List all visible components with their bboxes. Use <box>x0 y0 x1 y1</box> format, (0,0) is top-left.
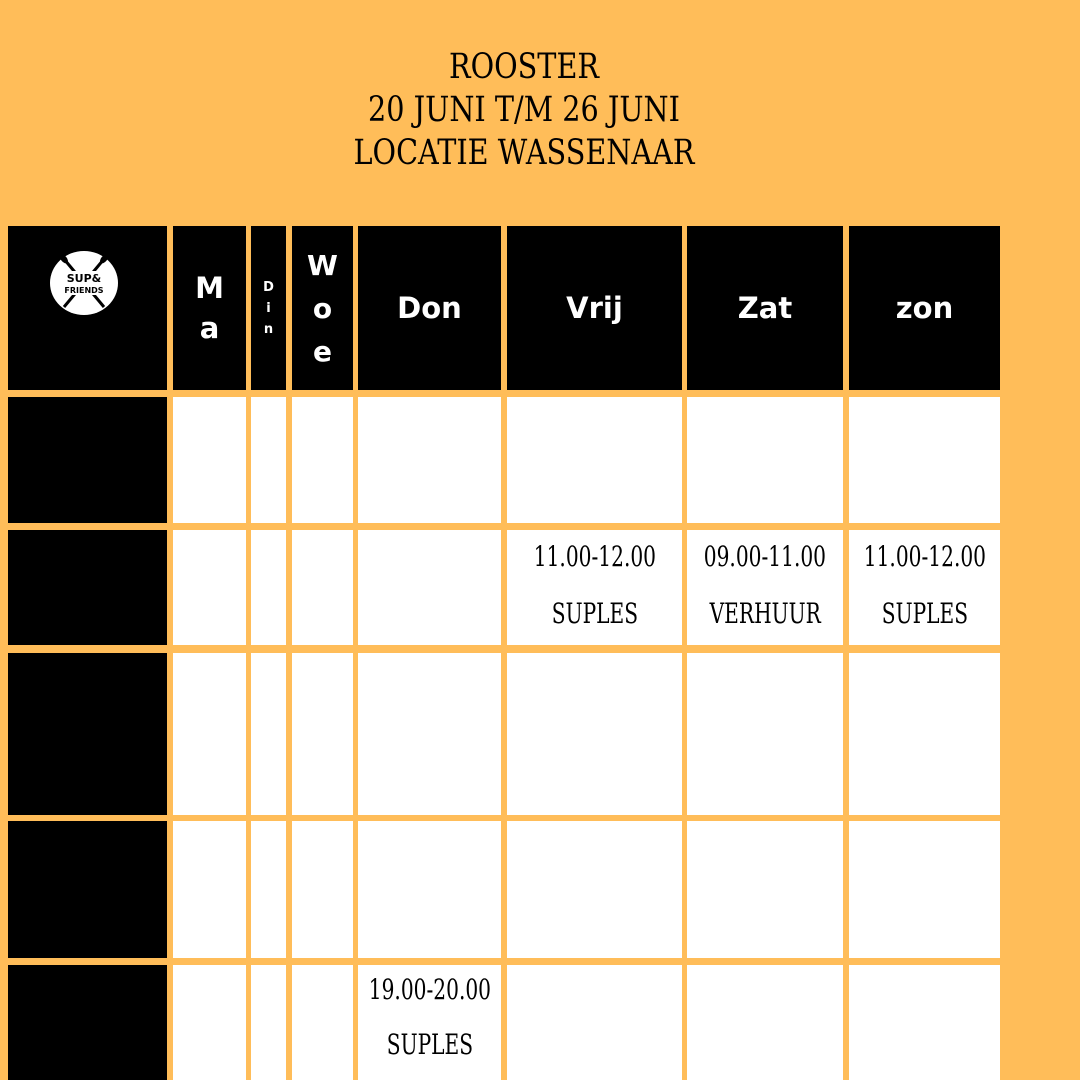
schedule-cell <box>687 653 843 815</box>
schedule-cell <box>687 821 843 958</box>
logo-text-top: SUP& <box>66 272 102 285</box>
schedule-entry-vrij <box>507 530 682 645</box>
row-label-cell <box>8 397 167 523</box>
schedule-cell <box>358 530 501 645</box>
day-header-ma: M a <box>173 226 246 390</box>
entry-activity: SUPLES <box>551 597 638 630</box>
schedule-cell <box>173 965 246 1080</box>
day-header-vrij: Vrij <box>507 226 682 390</box>
schedule-cell <box>507 821 682 958</box>
day-header-woe: W o e <box>292 226 353 390</box>
schedule-cell <box>173 530 246 645</box>
schedule-entry-zat <box>687 530 843 645</box>
schedule-cell <box>507 397 682 523</box>
schedule-cell <box>358 653 501 815</box>
row-label-cell <box>8 821 167 958</box>
schedule-entry-zon <box>849 530 1000 645</box>
entry-activity: SUPLES <box>881 597 968 630</box>
title-line-2: 20 JUNI T/M 26 JUNI <box>367 90 681 130</box>
schedule-cell <box>292 653 353 815</box>
schedule-cell <box>849 821 1000 958</box>
row-label-cell <box>8 653 167 815</box>
schedule-cell <box>173 397 246 523</box>
schedule-entry-don <box>358 965 501 1080</box>
row-label-cell <box>8 965 167 1080</box>
day-header-don: Don <box>358 226 501 390</box>
entry-time: 11.00-12.00 <box>533 540 656 573</box>
entry-time: 09.00-11.00 <box>703 540 827 573</box>
crossed-paddles-icon <box>50 251 118 315</box>
title-line-3: LOCATIE WASSENAAR <box>353 133 695 173</box>
row-label-cell <box>8 530 167 645</box>
schedule-cell <box>507 653 682 815</box>
schedule-cell <box>292 530 353 645</box>
schedule-cell <box>849 653 1000 815</box>
schedule-title <box>94 46 953 175</box>
title-line-1: ROOSTER <box>448 47 600 87</box>
schedule-cell <box>173 653 246 815</box>
schedule-cell <box>251 653 286 815</box>
schedule-cell <box>251 965 286 1080</box>
day-header-zat: Zat <box>687 226 843 390</box>
day-header-din: D i n <box>251 226 286 390</box>
schedule-cell <box>251 530 286 645</box>
entry-activity: VERHUUR <box>709 597 821 630</box>
entry-activity: SUPLES <box>386 1028 473 1061</box>
schedule-cell <box>173 821 246 958</box>
schedule-cell <box>687 965 843 1080</box>
schedule-cell <box>251 821 286 958</box>
schedule-cell <box>251 397 286 523</box>
day-header-zon: zon <box>849 226 1000 390</box>
schedule-cell <box>292 397 353 523</box>
logo-text-bottom: FRIENDS <box>64 286 104 295</box>
schedule-cell <box>292 965 353 1080</box>
schedule-cell <box>358 397 501 523</box>
schedule-cell <box>292 821 353 958</box>
schedule-cell <box>358 821 501 958</box>
schedule-cell <box>507 965 682 1080</box>
schedule-cell <box>849 965 1000 1080</box>
schedule-cell <box>849 397 1000 523</box>
entry-time: 11.00-12.00 <box>863 540 986 573</box>
sup-friends-logo <box>50 251 118 315</box>
schedule-cell <box>687 397 843 523</box>
entry-time: 19.00-20.00 <box>368 973 491 1006</box>
